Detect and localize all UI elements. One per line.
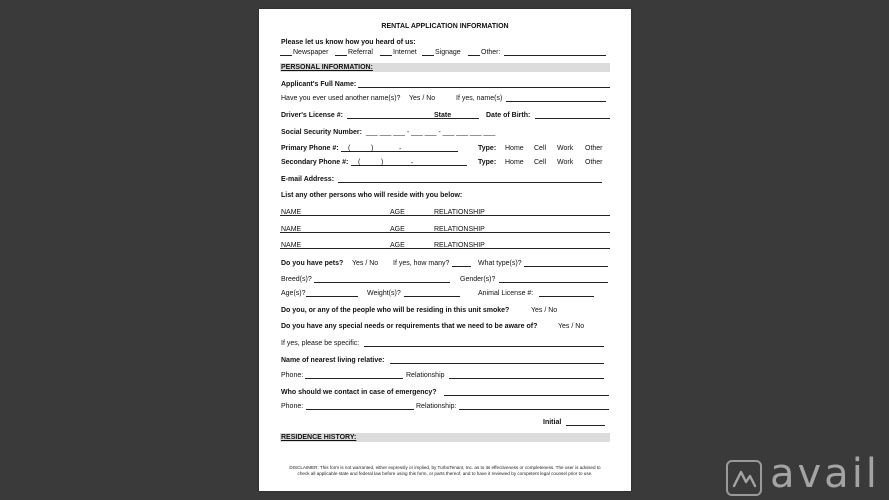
ssn-field[interactable]: ___ ___ ___ - ___ ___ - ___ ___ ___ ___ [366, 129, 496, 136]
primary-type-cell[interactable]: Cell [534, 145, 547, 152]
relative-relationship-label: Relationship [406, 372, 445, 379]
resident-1-field[interactable] [280, 215, 610, 216]
primary-type-other[interactable]: Other [585, 145, 603, 152]
initial-field[interactable] [566, 425, 605, 426]
drivers-license-field[interactable] [347, 118, 479, 119]
section-residence-history: RESIDENCE HISTORY: [280, 433, 610, 442]
date-of-birth-label: Date of Birth: [486, 112, 531, 119]
emergency-contact-field[interactable] [444, 395, 609, 396]
secondary-phone-field[interactable] [351, 165, 467, 166]
disclaimer-text: DISCLAIMER: This form is not warranted, either expressly or implied, by TurboTenant, Inc. as to its effectiveness or completeness. The user is advised to check all applicable state and federal law before using this form, or parts thereof, and to have it reviewed by competent legal counsel prior to use. [289, 465, 601, 476]
secondary-type-other[interactable]: Other [585, 159, 603, 166]
what-types-label: What type(s)? [478, 260, 522, 267]
how-many-field[interactable] [452, 266, 471, 267]
weights-label: Weight(s)? [367, 290, 401, 297]
avail-logo [726, 451, 880, 497]
option-referral[interactable]: Referral [348, 49, 373, 56]
how-many-label: If yes, how many? [393, 260, 450, 267]
resident-1-name-label: NAME [281, 209, 302, 216]
genders-label: Gender(s)? [460, 276, 496, 283]
state-label: State [434, 112, 452, 119]
resident-3-name-label: NAME [281, 242, 302, 249]
primary-type-home[interactable]: Home [505, 145, 524, 152]
resident-1-relationship-label: RELATIONSHIP [434, 209, 485, 216]
rental-application-page [259, 9, 631, 491]
other-names-yes-no[interactable]: Yes / No [409, 95, 436, 102]
resident-3-age-label: AGE [390, 242, 405, 249]
resident-2-age-label: AGE [390, 226, 405, 233]
resident-3-relationship-label: RELATIONSHIP [434, 242, 485, 249]
if-yes-specific-label: If yes, please be specific: [281, 340, 360, 347]
date-of-birth-field[interactable] [535, 118, 610, 119]
others-residing-label: List any other persons who will reside with you below: [281, 192, 463, 199]
initial-label: Initial [543, 419, 562, 426]
what-types-field[interactable] [524, 266, 608, 267]
breeds-field[interactable] [314, 282, 450, 283]
option-signage[interactable]: Signage [435, 49, 461, 56]
primary-phone-close-paren: ) [371, 145, 374, 152]
drivers-license-label: Driver's License #: [281, 112, 343, 119]
secondary-phone-open-paren: ( [358, 159, 361, 166]
special-needs-yes-no[interactable]: Yes / No [558, 323, 585, 330]
secondary-type-cell[interactable]: Cell [534, 159, 547, 166]
smoke-yes-no[interactable]: Yes / No [531, 307, 558, 314]
full-name-field[interactable] [358, 87, 610, 88]
resident-3-field[interactable] [280, 248, 610, 249]
resident-1-age-label: AGE [390, 209, 405, 216]
emergency-phone-label: Phone: [281, 403, 304, 410]
other-names-question: Have you ever used another name(s)? [281, 95, 401, 102]
secondary-phone-dash: - [411, 160, 414, 167]
ssn-label: Social Security Number: [281, 129, 362, 136]
smoke-question: Do you, or any of the people who will be residing in this unit smoke? [281, 307, 510, 314]
ages-field[interactable] [306, 296, 358, 297]
ages-label: Age(s)? [281, 290, 306, 297]
genders-field[interactable] [499, 282, 608, 283]
primary-phone-label: Primary Phone #: [281, 145, 339, 152]
secondary-phone-label: Secondary Phone #: [281, 159, 349, 166]
resident-2-relationship-label: RELATIONSHIP [434, 226, 485, 233]
emergency-relationship-label: Relationship: [416, 403, 457, 410]
avail-logo-wordmark: avail [770, 451, 880, 497]
full-name-label: Applicant's Full Name: [281, 81, 357, 88]
nearest-relative-label: Name of nearest living relative: [281, 357, 385, 364]
avail-logo-mark [726, 460, 762, 496]
pets-yes-no[interactable]: Yes / No [352, 260, 379, 267]
secondary-type-label: Type: [478, 159, 497, 166]
secondary-phone-close-paren: ) [381, 159, 384, 166]
heard-prompt: Please let us know how you heard of us: [281, 39, 416, 46]
relative-phone-label: Phone: [281, 372, 304, 379]
primary-phone-open-paren: ( [348, 145, 351, 152]
option-newspaper[interactable]: Newspaper [293, 49, 329, 56]
breeds-label: Breed(s)? [281, 276, 312, 283]
section-personal-information: PERSONAL INFORMATION: [280, 63, 610, 72]
primary-type-work[interactable]: Work [557, 145, 574, 152]
nearest-relative-field[interactable] [390, 363, 604, 364]
emergency-contact-label: Who should we contact in case of emergency? [281, 389, 437, 396]
other-source-field[interactable] [504, 55, 606, 56]
emergency-relationship-field[interactable] [459, 409, 609, 410]
email-field[interactable] [338, 182, 602, 183]
resident-2-field[interactable] [280, 232, 610, 233]
relative-phone-field[interactable] [305, 378, 403, 379]
option-internet[interactable]: Internet [393, 49, 417, 56]
email-label: E-mail Address: [281, 176, 335, 183]
resident-2-name-label: NAME [281, 226, 302, 233]
emergency-phone-field[interactable] [306, 409, 414, 410]
secondary-type-home[interactable]: Home [505, 159, 524, 166]
weights-field[interactable] [404, 296, 460, 297]
animal-license-field[interactable] [539, 296, 594, 297]
if-yes-names-label: If yes, name(s) [456, 95, 503, 102]
primary-type-label: Type: [478, 145, 497, 152]
pets-question: Do you have pets? [281, 260, 344, 267]
option-other[interactable]: Other: [481, 49, 501, 56]
special-needs-question: Do you have any special needs or requirements that we need to be aware of? [281, 323, 538, 330]
special-needs-field[interactable] [364, 346, 604, 347]
secondary-type-work[interactable]: Work [557, 159, 574, 166]
primary-phone-dash: - [399, 146, 402, 153]
animal-license-label: Animal License #: [478, 290, 534, 297]
form-title: RENTAL APPLICATION INFORMATION [381, 23, 509, 30]
other-names-field[interactable] [506, 101, 606, 102]
relative-relationship-field[interactable] [449, 378, 604, 379]
